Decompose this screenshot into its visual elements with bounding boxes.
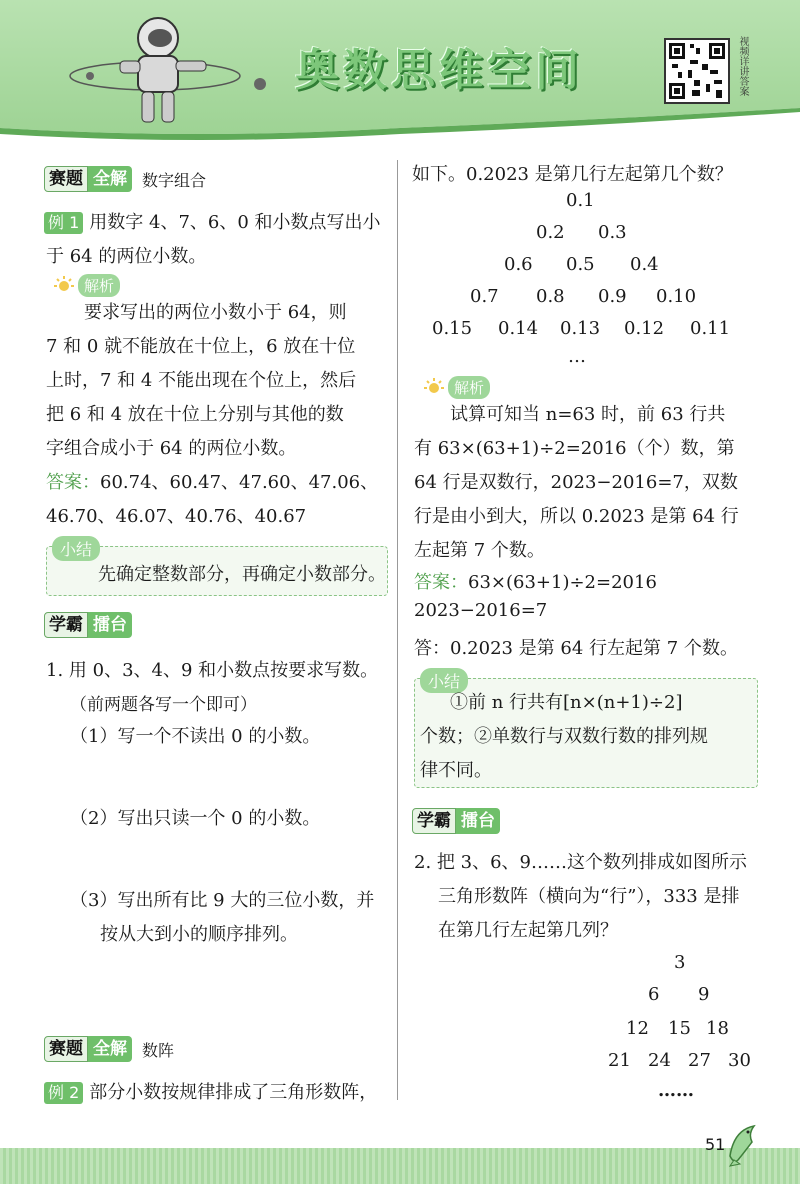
section-topic: 数阵 [142, 1040, 175, 1060]
tag-label: 学霸 [44, 612, 88, 638]
analysis-line: 上时，7 和 4 不能出现在个位上，然后 [46, 370, 357, 391]
triangle-cell: 0.15 [432, 318, 473, 339]
summary-line: ①前 n 行共有[n×(n+1)÷2] [450, 692, 683, 713]
question2-line: 2. 把 3、6、9……这个数列排成如图所示 [414, 852, 747, 873]
section-topic: 数字组合 [142, 170, 207, 190]
triangle2-cell: 9 [698, 984, 710, 1005]
page-number: 51 [705, 1135, 726, 1154]
tag-highlight: 全解 [88, 1036, 132, 1062]
analysis-line: 行是由小到大，所以 0.2023 是第 64 行 [414, 506, 739, 527]
astronaut-illustration [60, 6, 280, 136]
triangle-cell: 0.7 [470, 286, 499, 307]
analysis-label [424, 376, 490, 399]
triangle-cell: 0.11 [690, 318, 731, 339]
triangle-cell: 0.6 [504, 254, 533, 275]
tag-label: 赛题 [44, 1036, 88, 1062]
tag-label: 赛题 [44, 166, 88, 192]
example-badge: 例 2 [44, 1082, 83, 1104]
analysis-pill: 解析 [78, 274, 120, 297]
summary-line: 律不同。 [420, 760, 492, 781]
triangle2-cell: 24 [648, 1050, 671, 1071]
triangle2-cell: 6 [648, 984, 660, 1005]
analysis-line: 把 6 和 4 放在十位上分别与其他的数 [46, 404, 344, 425]
analysis-label [54, 274, 120, 297]
triangle-cell: 0.5 [566, 254, 595, 275]
triangle-cell: 0.1 [566, 190, 595, 211]
triangle2-cell: 21 [608, 1050, 631, 1071]
triangle-cell: 0.10 [656, 286, 697, 307]
section-tag-competition [44, 166, 206, 192]
analysis-line: 试算可知当 n=63 时，前 63 行共 [450, 404, 726, 425]
summary-text: 先确定整数部分，再确定小数部分。 [98, 564, 386, 585]
analysis-line: 左起第 7 个数。 [414, 540, 545, 561]
banner-title: 奥数思维空间 [295, 45, 583, 96]
question1-part2: （2）写出只读一个 0 的小数。 [70, 808, 321, 829]
question1-part3a: （3）写出所有比 9 大的三位小数，并 [70, 890, 375, 911]
answer-label: 答案： [46, 472, 100, 493]
question1-line1: 1. 用 0、3、4、9 和小数点按要求写数。 [46, 660, 379, 681]
example1-line2: 于 64 的两位小数。 [46, 246, 207, 267]
analysis-line: 有 63×(63+1)÷2=2016（个）数，第 [414, 438, 735, 459]
summary-label: 小结 [52, 536, 100, 561]
qr-code [664, 38, 730, 104]
example1-line1 [44, 208, 381, 234]
qr-label: 视频详讲答案 [737, 36, 748, 96]
triangle2-cell: 27 [688, 1050, 711, 1071]
section-tag-challenge-2 [412, 808, 500, 834]
summary-line: 个数；②单数行与双数行数的排列规 [420, 726, 708, 747]
page-header [0, 0, 800, 150]
answer-line1 [46, 468, 378, 494]
section-tag-competition-2 [44, 1036, 174, 1062]
answer-line1 [414, 568, 657, 594]
tag-highlight: 擂台 [88, 612, 132, 638]
example-text: 部分小数按规律排成了三角形数阵， [89, 1082, 378, 1103]
triangle-cell: 0.3 [598, 222, 627, 243]
triangle-cell: 0.2 [536, 222, 565, 243]
answer-text: 60.74、60.47、47.60、47.06、 [100, 472, 379, 493]
column-divider [397, 160, 398, 1100]
triangle2-cell: 18 [706, 1018, 729, 1039]
triangle-ellipsis: … [568, 346, 586, 367]
lightbulb-icon [54, 276, 74, 296]
answer-text: 63×(63+1)÷2=2016 [468, 572, 657, 593]
example-text: 用数字 4、7、6、0 和小数点写出小 [89, 212, 381, 233]
triangle-cell: 0.13 [560, 318, 601, 339]
triangle2-cell: 30 [728, 1050, 751, 1071]
triangle2-cell: 15 [668, 1018, 691, 1039]
tag-label: 学霸 [412, 808, 456, 834]
triangle-cell: 0.9 [598, 286, 627, 307]
lightbulb-icon [424, 378, 444, 398]
example-badge: 例 1 [44, 212, 83, 234]
question1-part1: （1）写一个不读出 0 的小数。 [70, 726, 321, 747]
triangle-cell: 0.12 [624, 318, 665, 339]
question2-line: 在第几行左起第几列？ [438, 920, 618, 941]
tag-highlight: 全解 [88, 166, 132, 192]
answer-line3: 答：0.2023 是第 64 行左起第 7 个数。 [414, 638, 738, 659]
example2-intro: 如下。0.2023 是第几行左起第几个数？ [412, 164, 733, 185]
triangle-cell: 0.8 [536, 286, 565, 307]
analysis-line: 要求写出的两位小数小于 64，则 [84, 302, 347, 323]
answer-label: 答案： [414, 572, 468, 593]
summary-label: 小结 [420, 668, 468, 693]
triangle-cell: 0.4 [630, 254, 659, 275]
question1-line2: （前两题各写一个即可） [70, 695, 257, 715]
answer-line2: 2023−2016=7 [414, 600, 548, 621]
analysis-line: 64 行是双数行，2023−2016=7，双数 [414, 472, 738, 493]
triangle-cell: 0.14 [498, 318, 539, 339]
page-footer [0, 1148, 800, 1184]
section-tag-challenge [44, 612, 132, 638]
analysis-pill: 解析 [448, 376, 490, 399]
analysis-line: 字组合成小于 64 的两位小数。 [46, 438, 297, 459]
triangle2-cell: 3 [674, 952, 686, 973]
triangle2-cell: 12 [626, 1018, 649, 1039]
dolphin-icon [724, 1120, 764, 1168]
answer-line2: 46.70、46.07、40.76、40.67 [46, 506, 307, 527]
question1-part3b: 按从大到小的顺序排列。 [100, 924, 298, 945]
analysis-line: 7 和 0 就不能放在十位上，6 放在十位 [46, 336, 356, 357]
tag-highlight: 擂台 [456, 808, 500, 834]
triangle2-ellipsis: …… [658, 1080, 694, 1101]
example2-line1 [44, 1078, 377, 1104]
question2-line: 三角形数阵（横向为“行”），333 是排 [438, 886, 740, 907]
